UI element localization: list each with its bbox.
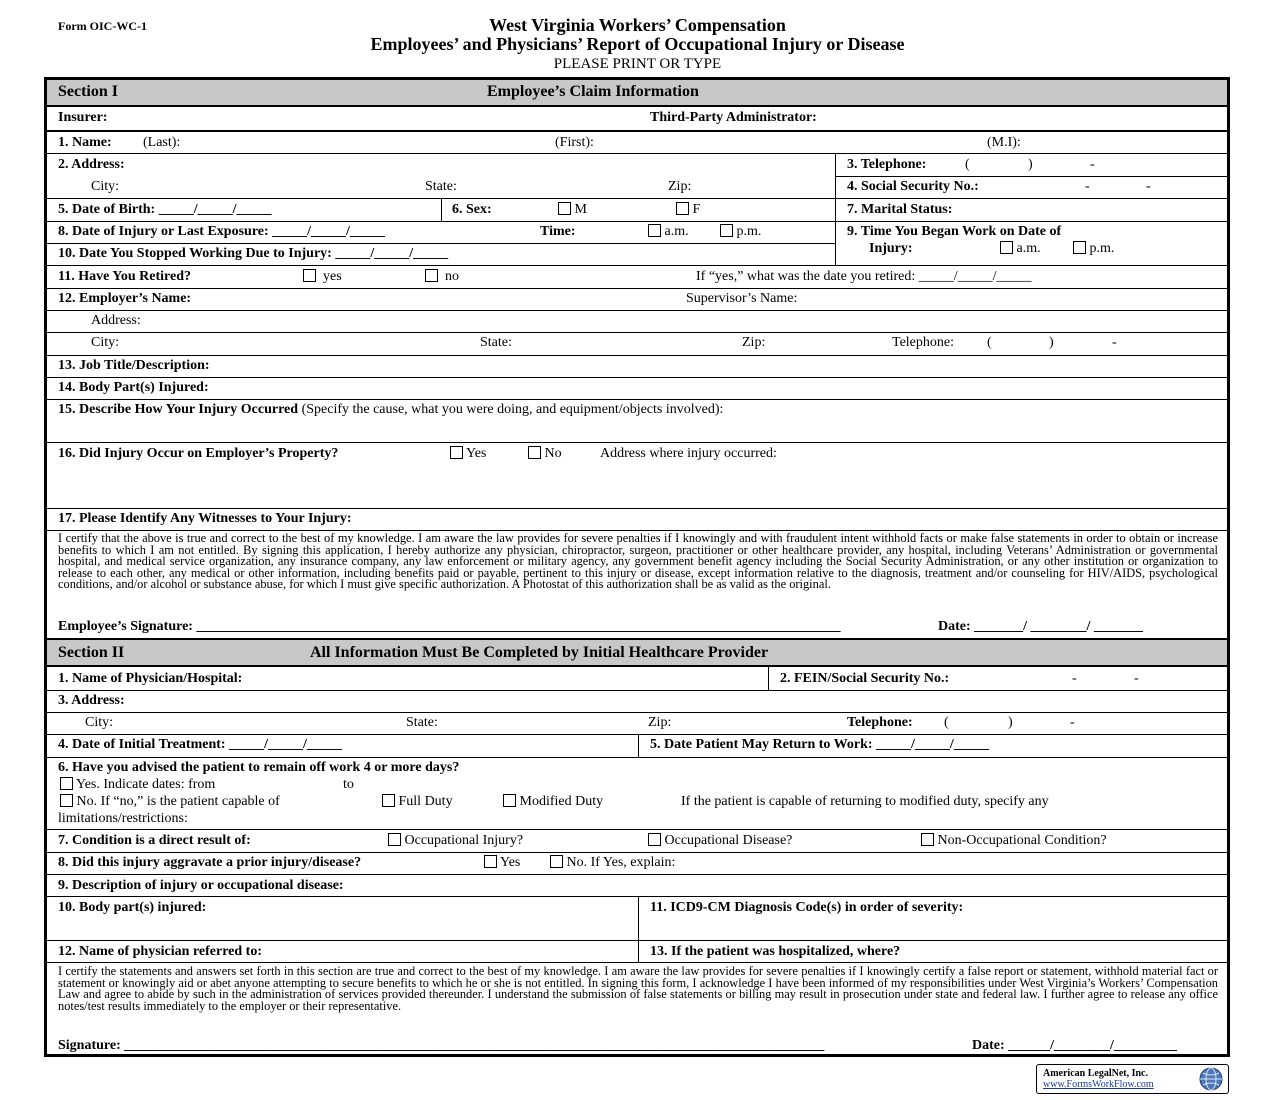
off-work-no-option[interactable]	[60, 794, 280, 810]
employer-telephone-field[interactable]: Telephone:	[892, 335, 954, 350]
modified-duty-option[interactable]	[503, 794, 603, 810]
zip-field[interactable]: Zip:	[668, 179, 692, 194]
physician-telephone-field[interactable]: Telephone:	[847, 715, 913, 730]
time-am-checkbox[interactable]	[648, 224, 661, 237]
aggravate-no-option[interactable]	[550, 855, 675, 871]
began-pm-checkbox[interactable]	[1073, 241, 1086, 254]
tel-paren-open: (	[965, 157, 970, 172]
initial-treatment-field[interactable]: 4. Date of Initial Treatment: _____/_____/_____	[58, 737, 342, 752]
injury-description-field[interactable]: 9. Description of injury or occupational disease:	[58, 878, 344, 893]
non-occ-option[interactable]	[921, 833, 1107, 849]
tel-paren-close: )	[1028, 157, 1033, 172]
aggravate-no-checkbox[interactable]	[550, 855, 563, 868]
employee-date-field[interactable]: Date: _______/ ________/ _______	[938, 619, 1143, 634]
property-yes-label: Yes	[465, 446, 487, 461]
off-work-yes-checkbox[interactable]	[60, 777, 73, 790]
property-yes-checkbox[interactable]	[450, 446, 463, 459]
stopped-date-field[interactable]: 10. Date You Stopped Working Due to Injury: _____/_____/_____	[58, 246, 449, 261]
time-pm-checkbox[interactable]	[720, 224, 733, 237]
full-duty-option[interactable]	[382, 794, 453, 810]
aggravate-yes-label: Yes	[499, 855, 521, 870]
phys-tel-paren-close: )	[1008, 715, 1013, 730]
sex-m-label: M	[574, 202, 587, 217]
logo-company: American LegalNet, Inc.	[1043, 1068, 1148, 1079]
time-label: Time:	[540, 224, 576, 239]
logo-url[interactable]: www.FormsWorkFlow.com	[1043, 1079, 1154, 1090]
form-title: West Virginia Workers’ Compensation	[489, 15, 786, 35]
physician-date-field[interactable]: Date: ______/________/_________	[972, 1038, 1177, 1053]
supervisor-field[interactable]: Supervisor’s Name:	[686, 291, 798, 306]
phys-tel-paren-open: (	[944, 715, 949, 730]
last-name-field[interactable]: (Last):	[143, 135, 181, 150]
injury-address-field[interactable]: Address where injury occurred:	[600, 446, 777, 461]
off-work-no-label: No. If “no,” is the patient capable of	[76, 794, 280, 809]
tel-dash: -	[1090, 157, 1095, 172]
witnesses-field[interactable]: 17. Please Identify Any Witnesses to Your Injury:	[58, 511, 352, 526]
body-parts-field[interactable]: 14. Body Part(s) Injured:	[58, 380, 209, 395]
physician-certification-text: I certify the statements and answers set forth in this section are true and correct to the best of my knowledge. I am aware the law provides for severe penalties if I knowingly certify a false report or statement, withhold material fact or statement or knowingly aid or abet anyone attempting to secure benefits to which he or she is not entitled. In signing this form, I acknowledge I have been informed of my responsibilities under West Virginia’s Workers’ Compensation Law and agree to abide by such in the administration of services provided thereunder. I understand the submission of false statements or billing may result in prosecution under state and federal law. I further agree to release any office notes/test results immediately to the employer or their representative.	[58, 964, 1218, 1013]
form-id: Form OIC-WC-1	[58, 19, 147, 33]
employer-name-field[interactable]: 12. Employer’s Name:	[58, 291, 192, 306]
employee-signature-field[interactable]: Employee’s Signature: ____________________________________________________________________________________________	[58, 619, 841, 634]
full-duty-label: Full Duty	[398, 794, 453, 809]
emp-tel-paren-close: )	[1049, 335, 1054, 350]
retired-yes-label: yes	[323, 269, 342, 284]
telephone-field[interactable]: 3. Telephone:	[847, 157, 927, 172]
legalnet-logo[interactable]	[1036, 1064, 1229, 1094]
limitations-field[interactable]: limitations/restrictions:	[58, 811, 188, 826]
began-pm-label: p.m.	[1089, 241, 1115, 256]
property-no-checkbox[interactable]	[528, 446, 541, 459]
return-to-work-field[interactable]: 5. Date Patient May Return to Work: _____/_____/_____	[650, 737, 989, 752]
time-pm-option[interactable]	[720, 224, 761, 240]
time-began-label: 9. Time You Began Work on Date of	[847, 224, 1062, 239]
describe-injury-field[interactable]	[58, 402, 723, 418]
emp-tel-dash: -	[1112, 335, 1117, 350]
modified-duty-label: Modified Duty	[519, 794, 604, 809]
first-name-field[interactable]: (First):	[555, 135, 594, 150]
ssn-dash-2: -	[1146, 179, 1151, 194]
hospitalized-field[interactable]: 13. If the patient was hospitalized, where?	[650, 944, 901, 959]
modified-duty-checkbox[interactable]	[503, 794, 516, 807]
occ-injury-checkbox[interactable]	[388, 833, 401, 846]
dob-field[interactable]: 5. Date of Birth: _____/_____/_____	[58, 202, 272, 217]
ssn-field[interactable]: 4. Social Security No.:	[847, 179, 979, 194]
retired-date-field[interactable]: If “yes,” what was the date you retired: _____/_____/_____	[696, 269, 1032, 284]
retired-label: 11. Have You Retired?	[58, 269, 191, 284]
icd-codes-field[interactable]: 11. ICD9-CM Diagnosis Code(s) in order of severity:	[650, 900, 964, 915]
off-work-to-label: to	[343, 777, 354, 792]
time-pm-label: p.m.	[736, 224, 762, 239]
occ-injury-option[interactable]	[388, 833, 523, 849]
aggravate-label: 8. Did this injury aggravate a prior injury/disease?	[58, 855, 362, 870]
began-am-checkbox[interactable]	[1000, 241, 1013, 254]
phys-body-parts-field[interactable]: 10. Body part(s) injured:	[58, 900, 207, 915]
condition-label: 7. Condition is a direct result of:	[58, 833, 251, 848]
print-note: PLEASE PRINT OR TYPE	[553, 56, 722, 72]
time-began-label-2: Injury:	[869, 241, 913, 256]
retired-no-checkbox[interactable]	[425, 269, 438, 282]
sex-label: 6. Sex:	[452, 202, 492, 217]
retired-yes-checkbox[interactable]	[303, 269, 316, 282]
sex-f-label: F	[692, 202, 701, 217]
physician-state-field[interactable]: State:	[406, 715, 438, 730]
describe-injury-note: (Specify the cause, what you were doing, and equipment/objects involved):	[301, 402, 724, 417]
section-1-label: Section I	[58, 83, 118, 100]
occ-disease-label: Occupational Disease?	[664, 833, 793, 848]
form-subtitle: Employees’ and Physicians’ Report of Occupational Injury or Disease	[370, 34, 905, 54]
section-2-label: Section II	[58, 644, 125, 661]
state-field[interactable]: State:	[425, 179, 457, 194]
time-am-option[interactable]	[648, 224, 689, 240]
time-am-label: a.m.	[664, 224, 689, 239]
physician-zip-field[interactable]: Zip:	[648, 715, 672, 730]
full-duty-checkbox[interactable]	[382, 794, 395, 807]
retired-yes-option[interactable]	[303, 269, 342, 285]
employer-city-field[interactable]: City:	[91, 335, 120, 350]
city-field[interactable]: City:	[91, 179, 120, 194]
physician-name-field[interactable]: 1. Name of Physician/Hospital:	[58, 671, 243, 686]
employer-state-field[interactable]: State:	[480, 335, 512, 350]
retired-no-option[interactable]	[425, 269, 459, 285]
physician-address-field[interactable]: 3. Address:	[58, 693, 125, 708]
employer-zip-field[interactable]: Zip:	[742, 335, 766, 350]
sex-m-option[interactable]	[558, 202, 587, 218]
emp-tel-paren-open: (	[987, 335, 992, 350]
injury-date-field[interactable]: 8. Date of Injury or Last Exposure: _____/_____/_____	[58, 224, 385, 239]
began-am-label: a.m.	[1016, 241, 1041, 256]
began-am-option[interactable]	[1000, 241, 1041, 257]
employer-address-field[interactable]: Address:	[91, 313, 141, 328]
occ-injury-label: Occupational Injury?	[404, 833, 524, 848]
sex-f-option[interactable]	[676, 202, 700, 218]
aggravate-no-label: No. If Yes, explain:	[566, 855, 676, 870]
aggravate-yes-checkbox[interactable]	[484, 855, 497, 868]
non-occ-label: Non-Occupational Condition?	[937, 833, 1107, 848]
fein-dash-2: -	[1134, 671, 1139, 686]
off-work-yes-option[interactable]	[60, 777, 215, 793]
began-pm-option[interactable]	[1073, 241, 1114, 257]
sex-f-checkbox[interactable]	[676, 202, 689, 215]
referred-physician-field[interactable]: 12. Name of physician referred to:	[58, 944, 262, 959]
off-work-yes-label: Yes. Indicate dates: from	[75, 777, 216, 792]
non-occ-checkbox[interactable]	[921, 833, 934, 846]
address-field[interactable]: 2. Address:	[58, 157, 125, 172]
off-work-no-checkbox[interactable]	[60, 794, 73, 807]
aggravate-yes-option[interactable]	[484, 855, 520, 871]
occ-disease-option[interactable]	[648, 833, 792, 849]
retired-no-label: no	[445, 269, 459, 284]
section-1-heading: Employee’s Claim Information	[487, 83, 699, 100]
tpa-field[interactable]: Third-Party Administrator:	[650, 110, 817, 125]
ssn-dash-1: -	[1085, 179, 1090, 194]
modified-duty-note: If the patient is capable of returning to modified duty, specify any	[681, 794, 1049, 809]
sex-m-checkbox[interactable]	[558, 202, 571, 215]
fein-field[interactable]: 2. FEIN/Social Security No.:	[780, 671, 950, 686]
physician-signature-field[interactable]: Signature: ____________________________________________________________________________________________________	[58, 1038, 825, 1053]
mi-field[interactable]: (M.I):	[987, 135, 1021, 150]
occ-disease-checkbox[interactable]	[648, 833, 661, 846]
employee-certification-text: I certify that the above is true and correct to the best of my knowledge. I am aware the law provides for severe penalties if I knowingly and with fraudulent intent withhold facts or make false statements in order to obtain or increase benefits to which I am not entitled. By signing this application, I hereby authorize any physician, chiropractor, surgeon, practitioner or other healthcare provider, any hospital, including Veterans’ Administration or governmental hospital, and medical service organization, any insurance company, any law enforcement or military agency, any government benefit agency including the Social Security Administration, or any other institution or organization to release to each other, any medical or other information, including benefits paid or payable, pertinent to this injury or disease, except information relative to the diagnosis, treatment and/or counseling for HIV/AIDS, psychological conditions, and/or alcohol or substance abuse, for which I must give specific authorization. A Photostat of this authorization shall be as valid as the original.	[58, 531, 1218, 592]
physician-city-field[interactable]: City:	[85, 715, 114, 730]
property-label: 16. Did Injury Occur on Employer’s Property?	[58, 446, 339, 461]
phys-tel-dash: -	[1070, 715, 1075, 730]
property-yes-option[interactable]	[450, 446, 486, 462]
insurer-field[interactable]: Insurer:	[58, 110, 108, 125]
job-title-field[interactable]: 13. Job Title/Description:	[58, 358, 210, 373]
section-2-heading: All Information Must Be Completed by Initial Healthcare Provider	[310, 644, 769, 661]
describe-injury-label: 15. Describe How Your Injury Occurred	[58, 402, 299, 417]
property-no-option[interactable]	[528, 446, 562, 462]
advised-label: 6. Have you advised the patient to remain off work 4 or more days?	[58, 760, 460, 775]
globe-icon	[1197, 1066, 1225, 1092]
marital-field[interactable]: 7. Marital Status:	[847, 202, 953, 217]
property-no-label: No	[544, 446, 562, 461]
fein-dash-1: -	[1072, 671, 1077, 686]
name-label: 1. Name:	[58, 135, 112, 150]
